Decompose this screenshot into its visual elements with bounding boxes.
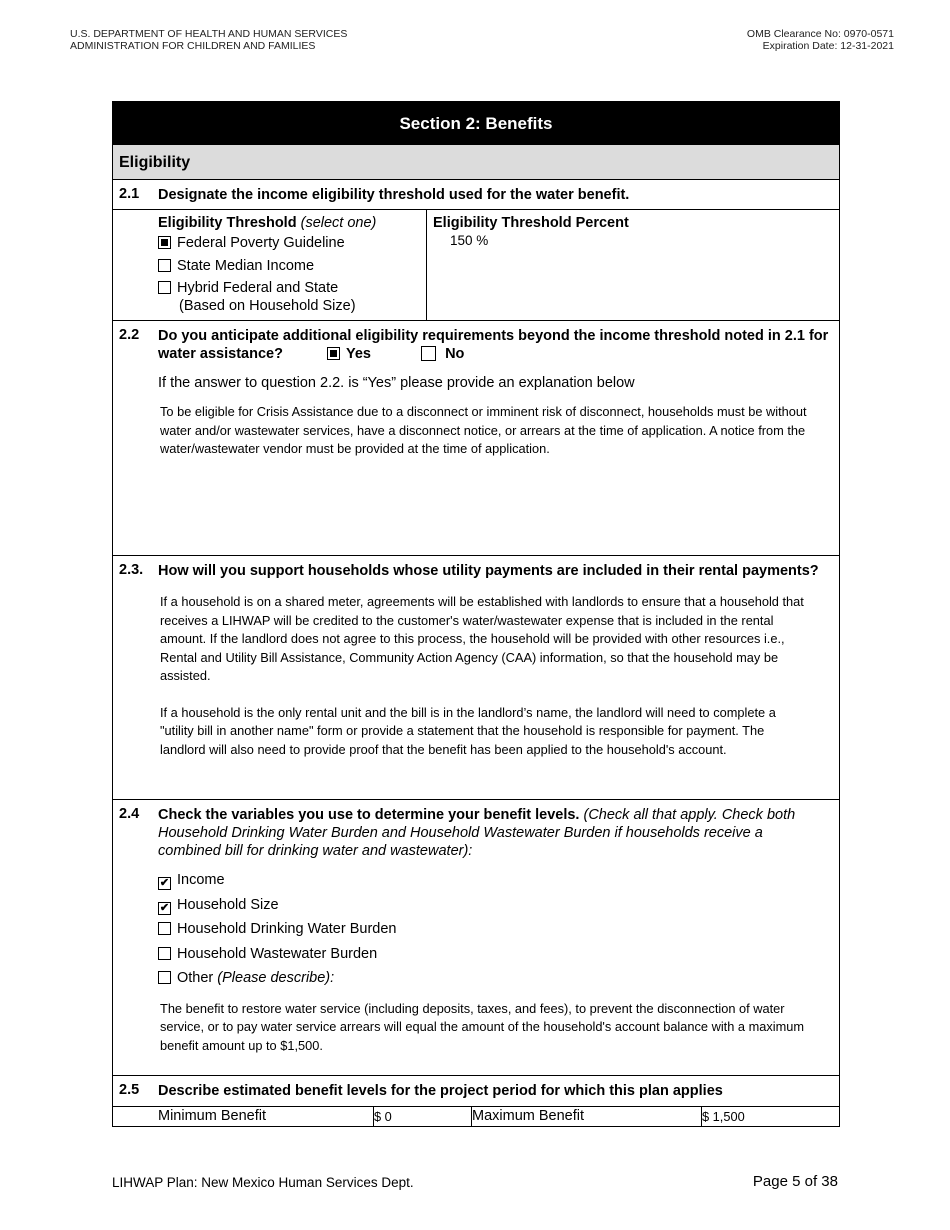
explanation-text[interactable]: To be eligible for Crisis Assistance due to a disconnect or imminent risk of disconnect, households must be without water and/or wastewater services, have a disconnect notice, or arrears at the time of application. A notice from the water/wastewater vendor must be provided at the time of application. (160, 404, 807, 456)
min-benefit-value[interactable]: $ 0 (373, 1107, 471, 1126)
question-2-3 (113, 556, 839, 800)
question-2-5 (113, 1076, 839, 1107)
min-benefit-label: Minimum Benefit (158, 1108, 266, 1124)
question-number: 2.5 (119, 1082, 140, 1098)
question-text: How will you support households whose utility payments are included in their rental payments? (158, 563, 819, 579)
checkbox-unchecked[interactable] (158, 281, 171, 294)
omb-clearance: OMB Clearance No: 0970-0571 (746, 28, 894, 40)
agency-line-2: ADMINISTRATION FOR CHILDREN AND FAMILIES (70, 40, 316, 52)
option-other[interactable]: Other (Please describe): (158, 966, 839, 991)
answer-paragraph-2[interactable]: If a household is the only rental unit and the bill is in the landlord’s name, the landlord will need to complete a "utility bill in another name" form or provide a statement that the household is responsible for payment. The landlord will also need to provide proof that the benefit has been applied to the household's account. (160, 704, 776, 757)
question-2-1 (113, 180, 839, 210)
checkbox-checked[interactable] (158, 236, 171, 249)
checkbox-checked[interactable] (327, 347, 340, 360)
question-text: Describe estimated benefit levels for the project period for which this plan applies (158, 1083, 723, 1099)
question-number: 2.1 (119, 186, 140, 202)
checkbox-unchecked[interactable] (158, 947, 171, 960)
max-benefit-label: Maximum Benefit (471, 1107, 701, 1126)
threshold-options (158, 210, 427, 320)
question-text: Designate the income eligibility threshold used for the water benefit. (158, 187, 630, 203)
threshold-table (113, 210, 839, 321)
option-income[interactable]: ✔ Income (159, 872, 225, 889)
question-2-2 (113, 321, 839, 556)
variable-options (158, 868, 839, 991)
question-text: Check the variables you use to determine your benefit levels. (Check all that apply. Check both Household Drinking Water Burden and Household Wastewater Burden if households receive a combined bill for drinking water and wastewater): (158, 807, 796, 859)
option-hybrid[interactable]: Hybrid Federal and State (158, 277, 426, 300)
benefit-description[interactable]: The benefit to restore water service (including deposits, taxes, and fees), to prevent the disconnection of water service, or to pay water service arrears will equal the amount of the household's account balance with a maximum benefit amount up to $1,500. (160, 1000, 805, 1053)
checkmark-icon[interactable]: ✔ (159, 901, 170, 914)
threshold-percent (427, 210, 839, 320)
threshold-label: Eligibility Threshold (select one) (158, 215, 377, 231)
question-number: 2.4 (119, 806, 140, 822)
question-number: 2.3. (119, 562, 144, 578)
option-state-median[interactable]: State Median Income (158, 255, 426, 278)
checkmark-icon[interactable]: ✔ (159, 877, 170, 889)
option-drinking-water[interactable]: Household Drinking Water Burden (158, 917, 839, 942)
max-benefit-value[interactable]: $ 1,500 (701, 1107, 839, 1126)
yes-option[interactable]: Yes (327, 346, 371, 362)
question-number: 2.2 (119, 327, 140, 343)
checkbox-unchecked[interactable] (158, 922, 171, 935)
question-text: Do you anticipate additional eligibility requirements beyond the income threshold noted in 2.1 for water assistance? Yes No (158, 328, 829, 362)
percent-value[interactable]: 150 % (450, 233, 489, 248)
answer-paragraph-1[interactable]: If a household is on a shared meter, agreements will be established with landlords to ensure that a household that receives a LIHWAP will be credited to the customer's water/wastewater expense that is included in the rental amount. If the landlord does not agree to this process, the household will be provided with other resources i.e., Rental and Utility Bill Assistance, Community Action Agency (CAA) information, so that the household may be assisted. (160, 594, 804, 683)
question-2-4 (113, 800, 839, 1076)
benefit-levels-row (113, 1107, 839, 1127)
checkbox-unchecked[interactable] (158, 259, 171, 272)
footer-plan: LIHWAP Plan: New Mexico Human Services Dept. (112, 1175, 414, 1190)
percent-label: Eligibility Threshold Percent (433, 215, 629, 231)
page-number: Page 5 of 38 (752, 1173, 838, 1190)
agency-header (70, 28, 347, 52)
option-wastewater[interactable]: Household Wastewater Burden (158, 942, 839, 967)
option-household-size[interactable]: ✔ Household Size (159, 896, 279, 914)
agency-line-1: U.S. DEPARTMENT OF HEALTH AND HUMAN SERVICES (70, 28, 348, 40)
checkbox-unchecked[interactable] (158, 971, 171, 984)
option-hybrid-sublabel: (Based on Household Size) (179, 297, 356, 314)
explanation-prompt: If the answer to question 2.2. is “Yes” please provide an explanation below (158, 375, 635, 391)
section-title: Section 2: Benefits (113, 102, 839, 145)
option-federal-poverty[interactable]: Federal Poverty Guideline (158, 232, 426, 255)
benefits-form (112, 101, 840, 1127)
threshold-hint: (select one) (300, 215, 377, 231)
checkbox-unchecked[interactable] (421, 346, 436, 361)
expiration-date: Expiration Date: 12-31-2021 (762, 40, 894, 52)
no-option[interactable]: No (421, 346, 464, 362)
omb-header (747, 28, 894, 52)
subsection-title: Eligibility (113, 145, 839, 180)
